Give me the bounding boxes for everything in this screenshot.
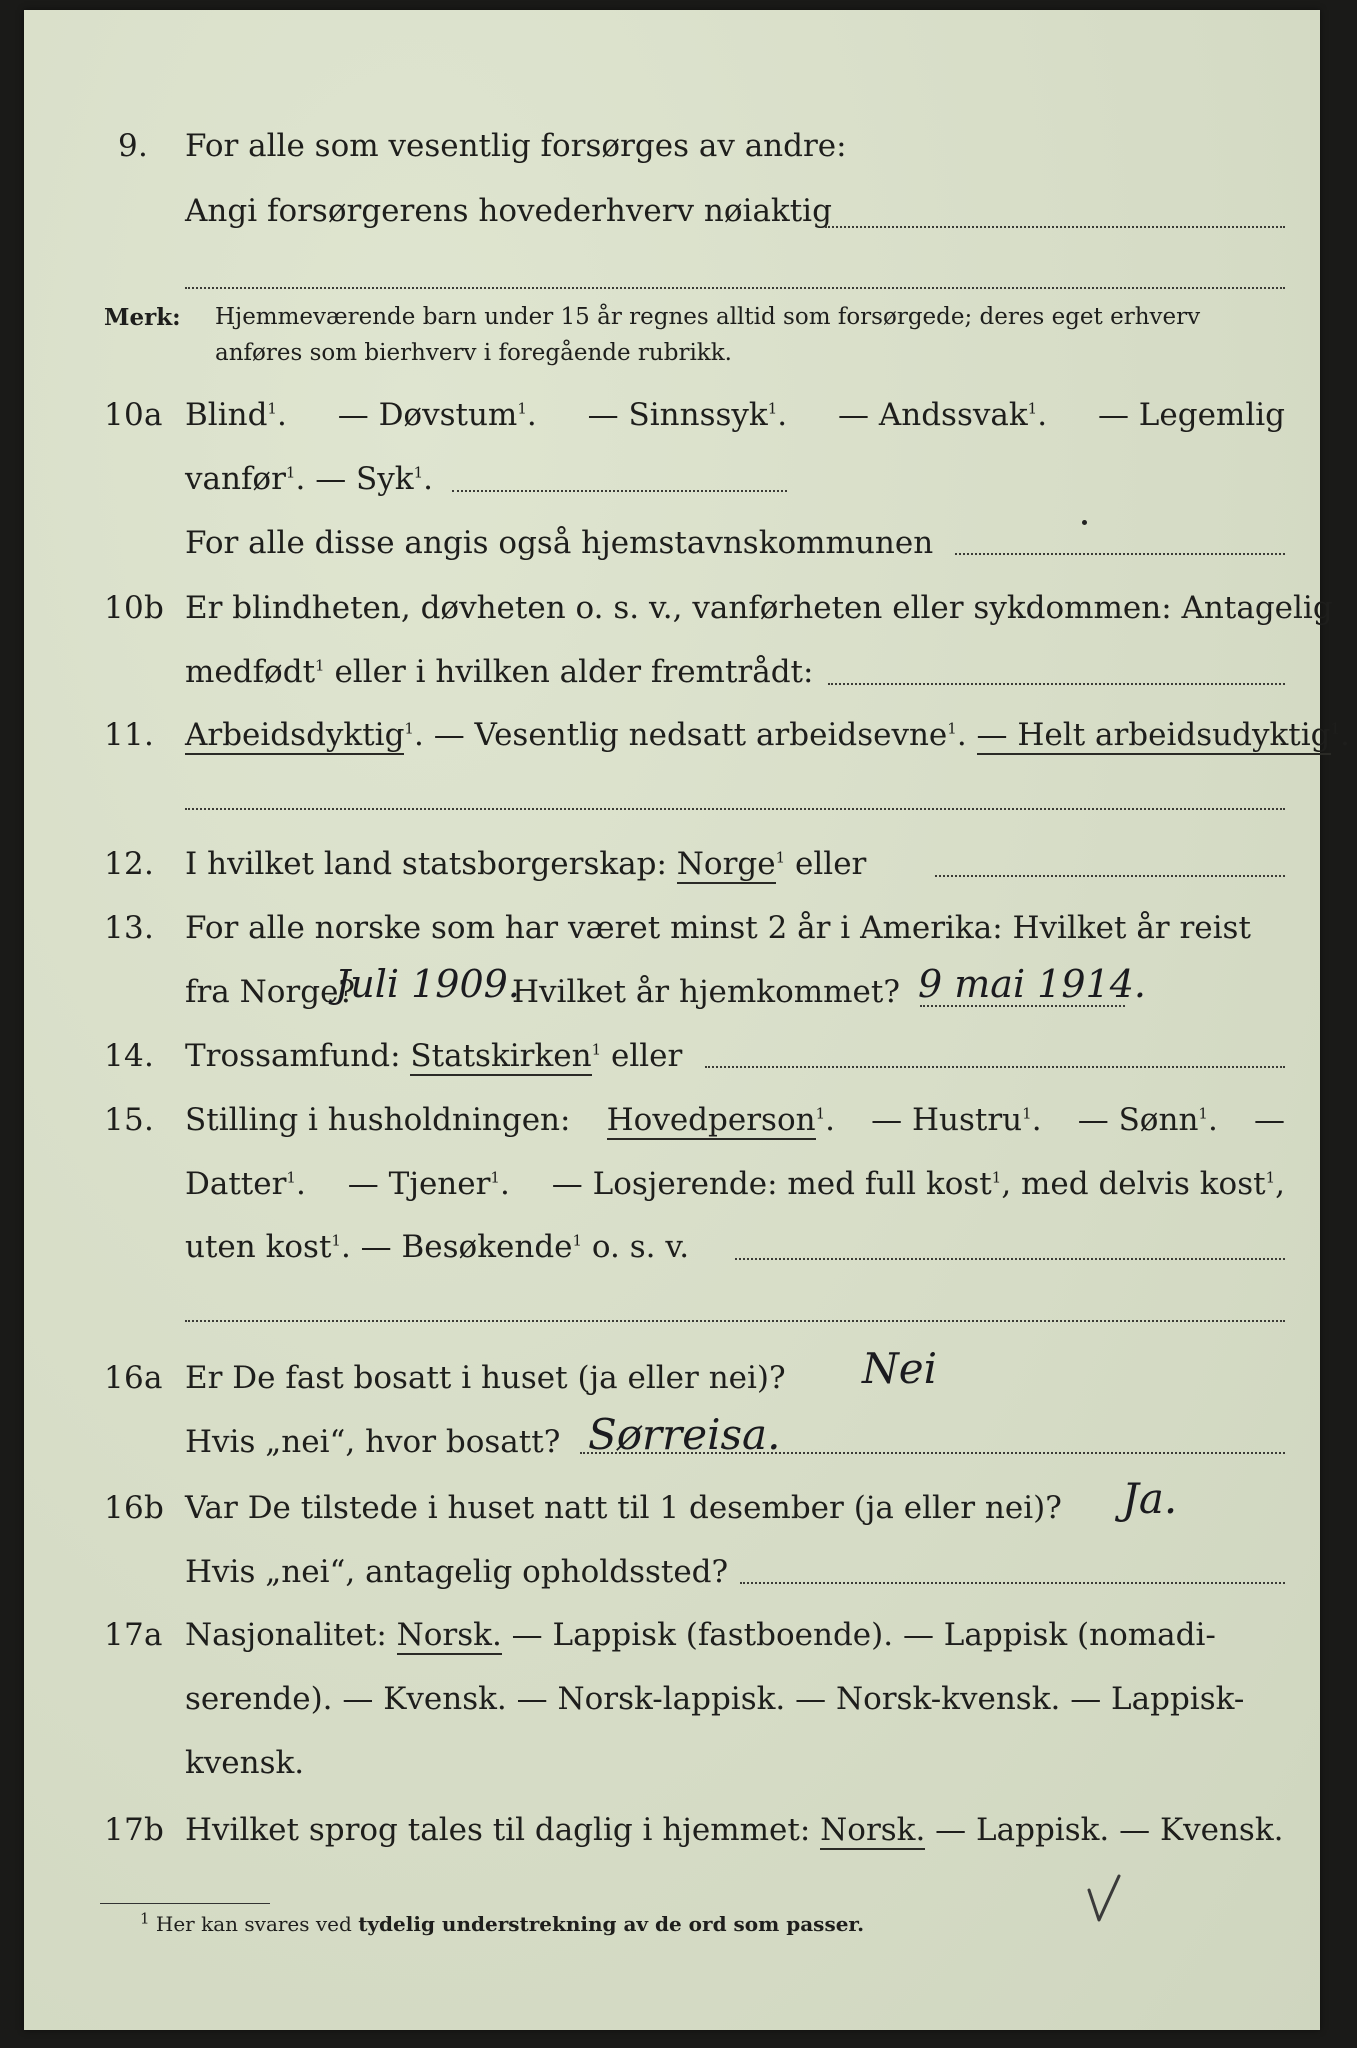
handwritten-year-returned: 9 mai 1914. (918, 962, 1146, 1006)
item-16a-line-1: Er De fast bosatt i huset (ja eller nei)? (185, 1360, 786, 1396)
handwritten-answer-place: Sørreisa. (588, 1410, 781, 1459)
item-16b-line-1: Var De tilstede i huset natt til 1 desember (ja eller nei)? (185, 1490, 1062, 1526)
answer-line-15a (735, 1258, 1285, 1260)
answer-line-15b (185, 1320, 1285, 1322)
option-legemlig: — Legemlig (1097, 397, 1285, 433)
merk-line-2: anføres som bierhverv i foregående rubrikk. (215, 340, 732, 366)
option-uten-kost: uten kost (185, 1229, 332, 1265)
item-number-13: 13. (104, 910, 155, 946)
answer-line-9b (185, 287, 1285, 289)
checkmark-icon (1085, 1872, 1125, 1926)
answer-line-9a (825, 226, 1285, 228)
option-hovedperson-underlined: Hovedperson (606, 1102, 816, 1138)
option-statskirken-underlined: Statskirken (410, 1038, 592, 1074)
item-number-12: 12. (104, 846, 155, 882)
item-10a-line-3: For alle disse angis også hjemstavnskommunen (185, 525, 934, 561)
option-sonn: — Sønn (1077, 1102, 1199, 1138)
item-17b-line: Hvilket sprog tales til daglig i hjemmet: Norsk. — Lappisk. — Kvensk. (185, 1812, 1284, 1848)
option-blind: Blind (185, 397, 268, 433)
option-nedsatt-arbeidsevne: — Vesentlig nedsatt arbeidsevne (433, 717, 948, 753)
answer-line-10a-kommune (955, 553, 1285, 555)
option-syk: — Syk (315, 461, 414, 497)
item-9-line-2: Angi forsørgerens hovederhverv nøiaktig (185, 193, 832, 229)
answer-line-10b (828, 683, 1285, 685)
merk-line-1: Hjemmeværende barn under 15 år regnes alltid som forsørgede; deres eget erhverv (215, 304, 1201, 330)
option-tjener: — Tjener (347, 1166, 491, 1202)
item-number-14: 14. (104, 1038, 155, 1074)
item-13-label-a: fra Norge? (185, 974, 356, 1010)
item-10a-line-2: vanfør$^1$. — Syk$^1$. (185, 461, 433, 497)
item-number-11: 11. (104, 717, 155, 753)
option-datter: Datter (185, 1166, 287, 1202)
option-medfodt: medfødt (185, 654, 316, 690)
item-17a-line-1: Nasjonalitet: Norsk. — Lappisk (fastboende). — Lappisk (nomadi- (185, 1617, 1216, 1653)
option-norsk-underlined: Norsk. (396, 1617, 502, 1653)
option-losjerende: — Losjerende: med full kost (551, 1166, 992, 1202)
footnote-rule (100, 1903, 270, 1904)
item-15-line-3: uten kost$^1$. — Besøkende$^1$ o. s. v. (185, 1229, 690, 1265)
answer-line-16a (580, 1452, 1285, 1454)
item-number-16a: 16a (104, 1360, 163, 1396)
item-17a-line-2: serende). — Kvensk. — Norsk-lappisk. — Norsk-kvensk. — Lappisk- (185, 1681, 1245, 1717)
item-10b-line-1: Er blindheten, døvheten o. s. v., vanførheten eller sykdommen: Antagelig (185, 590, 1333, 626)
item-12-line: I hvilket land statsborgerskap: Norge$^1$ eller (185, 846, 867, 882)
footnote: $^1$ Her kan svares ved tydelig understrekning av de ord som passer. (140, 1909, 865, 1936)
item-15-line-2: Datter$^1$. — Tjener$^1$. — Losjerende: med full kost$^1$, med delvis kost$^1$, (185, 1166, 1285, 1202)
option-helt-arbeidsudyktig-underlined: — Helt arbeidsudyktig (976, 717, 1331, 753)
handwritten-answer-ja: Ja. (1122, 1474, 1178, 1523)
item-number-17a: 17a (104, 1617, 163, 1653)
item-9-line-1: For alle som vesentlig forsørges av andre: (185, 128, 847, 164)
item-number-10a: 10a (104, 397, 163, 433)
item-number-9: 9. (118, 128, 149, 164)
answer-line-11 (185, 808, 1285, 810)
answer-line-14 (705, 1066, 1285, 1068)
option-dovstum: — Døvstum (337, 397, 518, 433)
answer-line-12 (935, 875, 1285, 877)
item-15-line-1: Stilling i husholdningen: Hovedperson$^1$. — Hustru$^1$. — Sønn$^1$. — (185, 1102, 1285, 1138)
item-16b-line-2: Hvis „nei“, antagelig opholdssted? (185, 1554, 729, 1590)
answer-line-16b (740, 1582, 1285, 1584)
option-hustru: — Hustru (871, 1102, 1023, 1138)
item-16a-line-2: Hvis „nei“, hvor bosatt? (185, 1424, 561, 1460)
option-norsk-17b-underlined: Norsk. (820, 1812, 926, 1848)
item-17a-line-3: kvensk. (185, 1745, 305, 1781)
item-11-line: Arbeidsdyktig$^1$. — Vesentlig nedsatt arbeidsevne$^1$. — Helt arbeidsudyktig$^1$. (185, 717, 1350, 753)
answer-line-10a-syk (452, 490, 787, 492)
item-number-17b: 17b (104, 1812, 165, 1848)
handwritten-answer-nei: Nei (862, 1344, 938, 1393)
option-vanfor: vanfør (185, 461, 286, 497)
option-norge-underlined: Norge (676, 846, 776, 882)
item-number-16b: 16b (104, 1490, 165, 1526)
merk-label: Merk: (104, 304, 181, 331)
item-14-line: Trossamfund: Statskirken$^1$ eller (185, 1038, 683, 1074)
item-number-15: 15. (104, 1102, 155, 1138)
handwritten-year-left: Juli 1909. (335, 962, 520, 1006)
option-andssvak: — Andssvak (838, 397, 1028, 433)
item-13-label-b: Hvilket år hjemkommet? (512, 974, 900, 1010)
option-arbeidsdyktig-underlined: Arbeidsdyktig (185, 717, 405, 753)
item-10a-line-1: Blind$^1$. — Døvstum$^1$. — Sinnssyk$^1$. — Andssvak$^1$. — Legemlig (185, 397, 1285, 433)
answer-line-13 (920, 1005, 1125, 1007)
option-besokende: — Besøkende (360, 1229, 573, 1265)
option-sinnssyk: — Sinnssyk (587, 397, 768, 433)
item-13-line-1: For alle norske som har været minst 2 år i Amerika: Hvilket år reist (185, 910, 1251, 946)
ink-dot (1082, 520, 1087, 525)
item-number-10b: 10b (104, 590, 165, 626)
item-10b-line-2: medfødt$^1$ eller i hvilken alder fremtrådt: (185, 654, 814, 690)
